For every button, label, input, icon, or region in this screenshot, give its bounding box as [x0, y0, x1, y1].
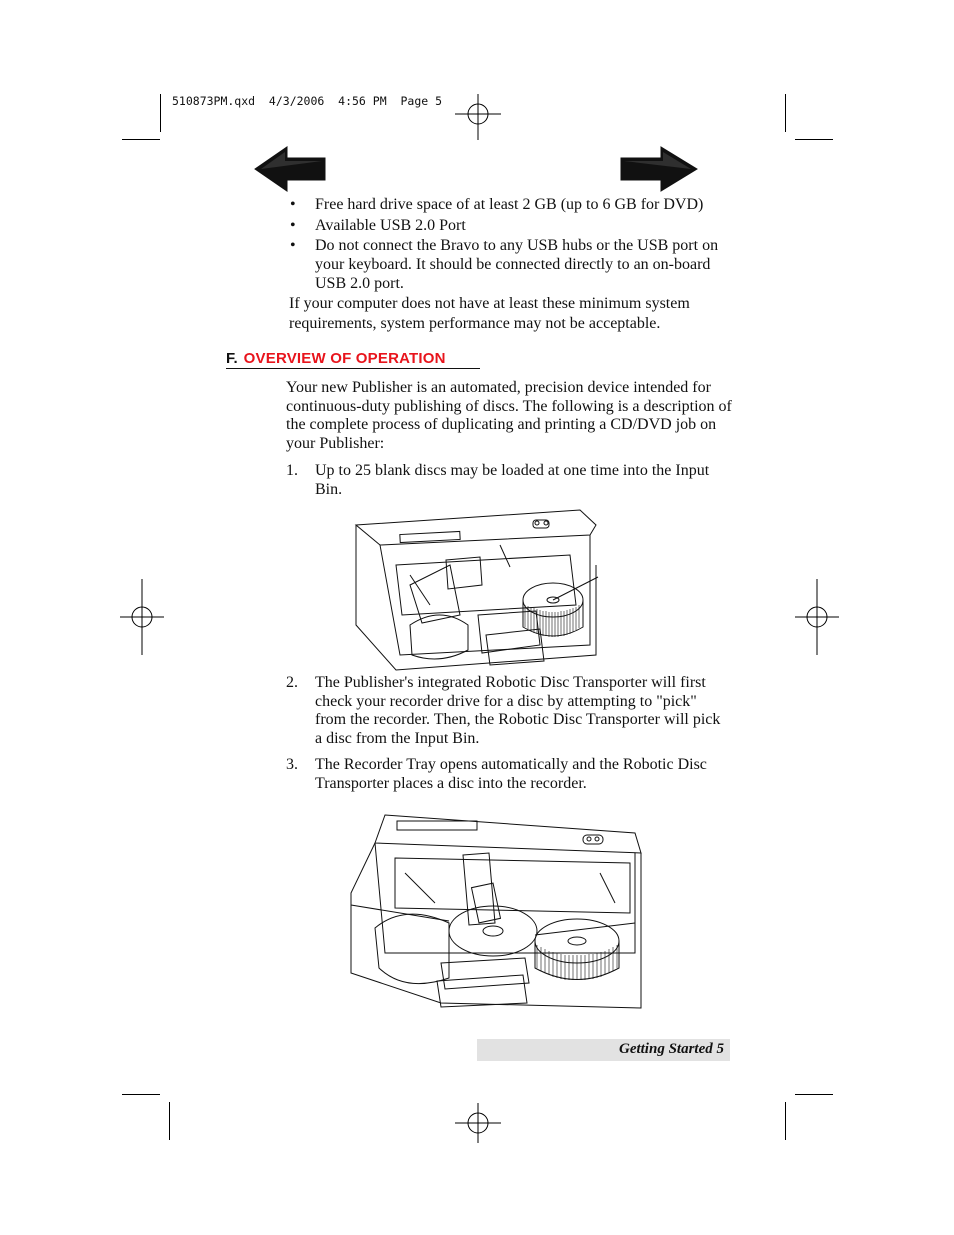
requirements-note: If your computer does not have at least these minimum system requirements, system performance may not be acceptable.	[289, 295, 690, 332]
step-text: The Publisher's integrated Robotic Disc Transporter will first check your recorder drive for a disc by attempting to "pick" from the recorder. Then, the Robotic Disc Transporter will pick a disc from the Input Bin.	[315, 674, 721, 747]
bullet-dot: •	[290, 237, 296, 254]
page-footer	[477, 1039, 730, 1061]
publisher-illustration-input-bin	[350, 505, 610, 675]
print-slug: 510873PM.qxd 4/3/2006 4:56 PM Page 5	[172, 94, 443, 108]
bullet-text: Available USB 2.0 Port	[315, 217, 466, 234]
back-arrow-button[interactable]	[253, 145, 327, 193]
section-title: OVERVIEW OF OPERATION	[243, 350, 446, 367]
section-heading	[226, 350, 480, 369]
bullet-dot: •	[290, 217, 296, 234]
step-number: 2.	[286, 674, 298, 691]
bullet-dot: •	[290, 196, 296, 213]
step-text: Up to 25 blank discs may be loaded at one time into the Input Bin.	[315, 462, 710, 498]
bullet-text: Free hard drive space of at least 2 GB (up to 6 GB for DVD)	[315, 196, 704, 213]
step-number: 1.	[286, 462, 298, 479]
publisher-illustration-recorder-tray	[345, 803, 645, 1011]
bullet-text: Do not connect the Bravo to any USB hubs or the USB port on your keyboard. It should be connected directly to an on-board USB 2.0 port.	[315, 237, 719, 292]
registration-mark-bottom	[455, 1103, 501, 1143]
footer-label: Getting Started 5	[618, 1041, 724, 1057]
section-letter: F.	[226, 350, 238, 367]
left-arrow-icon	[255, 147, 325, 191]
registration-mark-left	[120, 579, 164, 655]
registration-mark-top	[455, 94, 501, 140]
step-number: 3.	[286, 756, 298, 773]
forward-arrow-button[interactable]	[619, 145, 699, 193]
intro-paragraph: Your new Publisher is an automated, precision device intended for continuous-duty publishing of discs. The following is a description of the complete process of duplicating and printing a CD/DVD job on your Publisher:	[286, 379, 732, 452]
step-text: The Recorder Tray opens automatically and the Robotic Disc Transporter places a disc into the recorder.	[315, 756, 707, 792]
registration-mark-right	[795, 579, 839, 655]
right-arrow-icon	[621, 147, 697, 191]
